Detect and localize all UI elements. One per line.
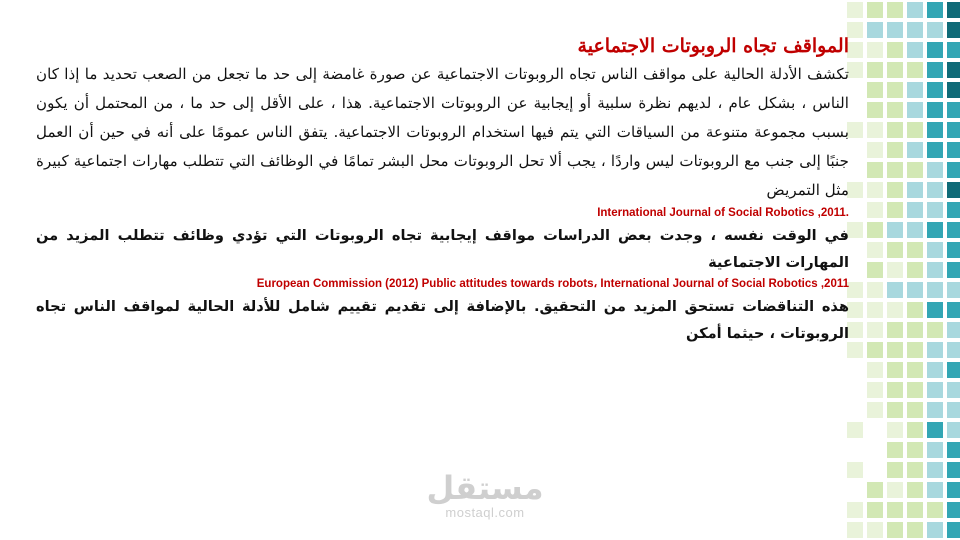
mosaic-tile bbox=[867, 262, 883, 278]
mosaic-tile bbox=[847, 122, 863, 138]
mosaic-tile bbox=[907, 62, 923, 78]
mosaic-tile bbox=[867, 302, 883, 318]
mosaic-tile bbox=[927, 62, 943, 78]
mosaic-tile bbox=[907, 42, 923, 58]
mosaic-tile bbox=[887, 382, 903, 398]
mosaic-tile bbox=[907, 302, 923, 318]
mosaic-tile bbox=[847, 282, 863, 298]
mosaic-tile bbox=[867, 222, 883, 238]
mosaic-tile bbox=[907, 222, 923, 238]
reference-2: European Commission (2012) Public attitudes towards robots، International Journal of Social Robotics ,2011 bbox=[256, 278, 849, 290]
mosaic-tile bbox=[887, 222, 903, 238]
mosaic-tile bbox=[947, 502, 960, 518]
mosaic-tile bbox=[947, 422, 960, 438]
mosaic-tile bbox=[867, 122, 883, 138]
mosaic-tile bbox=[907, 382, 923, 398]
mosaic-tile bbox=[887, 202, 903, 218]
mosaic-tile bbox=[947, 482, 960, 498]
mosaic-tile bbox=[887, 162, 903, 178]
mosaic-tile bbox=[927, 2, 943, 18]
mosaic-tile bbox=[907, 122, 923, 138]
mosaic-tile bbox=[907, 362, 923, 378]
mosaic-tile bbox=[847, 342, 863, 358]
mosaic-tile bbox=[907, 402, 923, 418]
mosaic-tile bbox=[887, 62, 903, 78]
mosaic-tile bbox=[947, 102, 960, 118]
mosaic-tile bbox=[947, 162, 960, 178]
mosaic-tile bbox=[947, 122, 960, 138]
mosaic-tile bbox=[867, 502, 883, 518]
mosaic-tile bbox=[947, 282, 960, 298]
mosaic-tile bbox=[907, 202, 923, 218]
mosaic-tile bbox=[947, 262, 960, 278]
mosaic-tile bbox=[887, 302, 903, 318]
mosaic-tile bbox=[907, 22, 923, 38]
mosaic-tile bbox=[847, 462, 863, 478]
mosaic-tile bbox=[927, 242, 943, 258]
watermark-url: mostaql.com bbox=[445, 505, 525, 520]
mosaic-tile bbox=[927, 282, 943, 298]
mosaic-tile bbox=[927, 342, 943, 358]
slide-title: المواقف تجاه الروبوتات الاجتماعية bbox=[577, 35, 849, 57]
mosaic-tile bbox=[907, 342, 923, 358]
mosaic-tile bbox=[947, 182, 960, 198]
mosaic-tile bbox=[887, 102, 903, 118]
mosaic-tile bbox=[927, 262, 943, 278]
mosaic-tile bbox=[947, 382, 960, 398]
mosaic-tile bbox=[867, 2, 883, 18]
mosaic-tile bbox=[887, 522, 903, 538]
mosaic-tile bbox=[927, 322, 943, 338]
mosaic-tile bbox=[867, 342, 883, 358]
mosaic-tile bbox=[947, 22, 960, 38]
paragraph-1: تكشف الأدلة الحالية على مواقف الناس تجاه الروبوتات الاجتماعية عن صورة غامضة إلى حد ما تجعل من الصعب تحديد ما إذا كان الناس ، بشكل عام ، لديهم نظرة سلبية أو إيجابية عن الروبوتات الاجتماعية. هذا ، على الأقل إلى حد ما ، من المحتمل أن يكون بسبب مجموعة متنوعة من السياقات التي يتم فيها استخدام الروبوتات الاجتماعية. يتفق الناس عمومًا على أنه في حين أن العمل جنبًا إلى جنب مع الروبوتات ليس واردًا ، يجب ألا تحل الروبوتات محل البشر تمامًا في الوظائف التي تتطلب مهارات اجتماعية كبيرة مثل التمريض bbox=[36, 65, 849, 199]
mosaic-tile bbox=[927, 22, 943, 38]
paragraph-2: في الوقت نفسه ، وجدت بعض الدراسات مواقف إيجابية تجاه الروبوتات التي تؤدي وظائف تتطلب المزيد من المهارات الاجتماعية bbox=[36, 227, 849, 271]
mosaic-tile bbox=[867, 362, 883, 378]
mosaic-tile bbox=[847, 2, 863, 18]
mosaic-tile bbox=[907, 482, 923, 498]
mosaic-tile bbox=[847, 322, 863, 338]
mosaic-tile bbox=[947, 522, 960, 538]
paragraph-3: هذه التناقضات تستحق المزيد من التحقيق. بالإضافة إلى تقديم تقييم شامل للأدلة الحالية لمواقف الناس تجاه الروبوتات ، حيثما أمكن bbox=[36, 298, 849, 342]
mosaic-tile bbox=[867, 42, 883, 58]
mosaic-tile bbox=[887, 462, 903, 478]
mosaic-tile bbox=[907, 242, 923, 258]
mosaic-tile bbox=[947, 402, 960, 418]
mosaic-tile bbox=[927, 362, 943, 378]
mosaic-tile bbox=[867, 182, 883, 198]
mosaic-tile bbox=[947, 302, 960, 318]
mosaic-tile bbox=[907, 422, 923, 438]
mosaic-tile bbox=[907, 102, 923, 118]
mosaic-tile bbox=[947, 342, 960, 358]
mosaic-tile bbox=[887, 42, 903, 58]
mosaic-tile bbox=[947, 322, 960, 338]
mosaic-tile bbox=[907, 262, 923, 278]
mosaic-tile bbox=[927, 102, 943, 118]
mosaic-tile bbox=[907, 2, 923, 18]
mosaic-tile bbox=[947, 362, 960, 378]
mosaic-tile bbox=[867, 22, 883, 38]
mosaic-tile bbox=[927, 482, 943, 498]
mosaic-tile bbox=[907, 162, 923, 178]
mosaic-tile bbox=[947, 202, 960, 218]
mosaic-tile bbox=[867, 382, 883, 398]
mosaic-tile bbox=[907, 442, 923, 458]
mosaic-tile bbox=[847, 302, 863, 318]
mosaic-tile bbox=[887, 282, 903, 298]
mosaic-tile bbox=[947, 82, 960, 98]
mosaic-tile bbox=[927, 82, 943, 98]
mosaic-tile bbox=[947, 42, 960, 58]
watermark bbox=[415, 470, 555, 520]
mosaic-tile bbox=[867, 82, 883, 98]
mosaic-tile bbox=[907, 462, 923, 478]
mosaic-tile bbox=[907, 82, 923, 98]
mosaic-tile bbox=[887, 122, 903, 138]
mosaic-tile bbox=[927, 142, 943, 158]
mosaic-tile bbox=[847, 22, 863, 38]
mosaic-tile bbox=[867, 242, 883, 258]
mosaic-tile bbox=[847, 222, 863, 238]
reference-1: International Journal of Social Robotics ,2011. bbox=[597, 207, 849, 219]
mosaic-tile bbox=[927, 522, 943, 538]
mosaic-tile bbox=[947, 442, 960, 458]
mosaic-tile bbox=[947, 222, 960, 238]
mosaic-tile bbox=[927, 122, 943, 138]
mosaic-tile bbox=[927, 382, 943, 398]
mosaic-tile bbox=[927, 302, 943, 318]
mosaic-tile bbox=[867, 402, 883, 418]
mosaic-tile bbox=[947, 242, 960, 258]
mosaic-tile bbox=[867, 62, 883, 78]
mosaic-tile bbox=[927, 162, 943, 178]
mosaic-tile bbox=[887, 482, 903, 498]
mosaic-tile bbox=[927, 422, 943, 438]
slide-content bbox=[36, 32, 849, 347]
mosaic-tile bbox=[887, 22, 903, 38]
mosaic-tile bbox=[867, 282, 883, 298]
mosaic-tile bbox=[887, 422, 903, 438]
mosaic-tile bbox=[907, 142, 923, 158]
mosaic-tile bbox=[947, 142, 960, 158]
mosaic-tile bbox=[887, 182, 903, 198]
mosaic-tile bbox=[847, 502, 863, 518]
mosaic-tile bbox=[847, 42, 863, 58]
mosaic-tile bbox=[867, 102, 883, 118]
mosaic-tile bbox=[887, 242, 903, 258]
mosaic-tile bbox=[887, 362, 903, 378]
mosaic-tile bbox=[867, 162, 883, 178]
mosaic-tile bbox=[927, 502, 943, 518]
mosaic-tile bbox=[947, 462, 960, 478]
mosaic-tile bbox=[887, 322, 903, 338]
mosaic-tile bbox=[927, 222, 943, 238]
mosaic-tile bbox=[887, 442, 903, 458]
mosaic-tile bbox=[927, 462, 943, 478]
mosaic-tile bbox=[867, 202, 883, 218]
mosaic-tile bbox=[907, 282, 923, 298]
mosaic-tile bbox=[847, 422, 863, 438]
mosaic-tile bbox=[947, 2, 960, 18]
mosaic-tile bbox=[867, 142, 883, 158]
mosaic-tile bbox=[887, 142, 903, 158]
mosaic-tile bbox=[927, 42, 943, 58]
mosaic-tile bbox=[947, 62, 960, 78]
mosaic-tile bbox=[867, 482, 883, 498]
mosaic-tile bbox=[907, 182, 923, 198]
mosaic-tile bbox=[927, 182, 943, 198]
mosaic-tile bbox=[887, 262, 903, 278]
mosaic-tile bbox=[847, 182, 863, 198]
mosaic-tile bbox=[887, 402, 903, 418]
mosaic-tile bbox=[847, 522, 863, 538]
watermark-logo: مستقل bbox=[426, 469, 544, 507]
mosaic-tile bbox=[907, 522, 923, 538]
mosaic-tile bbox=[907, 322, 923, 338]
mosaic-tile bbox=[847, 62, 863, 78]
decorative-tile-mosaic bbox=[845, 0, 960, 540]
mosaic-tile bbox=[927, 442, 943, 458]
mosaic-tile bbox=[887, 342, 903, 358]
mosaic-tile bbox=[867, 522, 883, 538]
mosaic-tile bbox=[867, 322, 883, 338]
mosaic-tile bbox=[887, 82, 903, 98]
mosaic-tile bbox=[887, 2, 903, 18]
mosaic-tile bbox=[927, 402, 943, 418]
mosaic-tile bbox=[927, 202, 943, 218]
mosaic-tile bbox=[887, 502, 903, 518]
mosaic-tile bbox=[907, 502, 923, 518]
